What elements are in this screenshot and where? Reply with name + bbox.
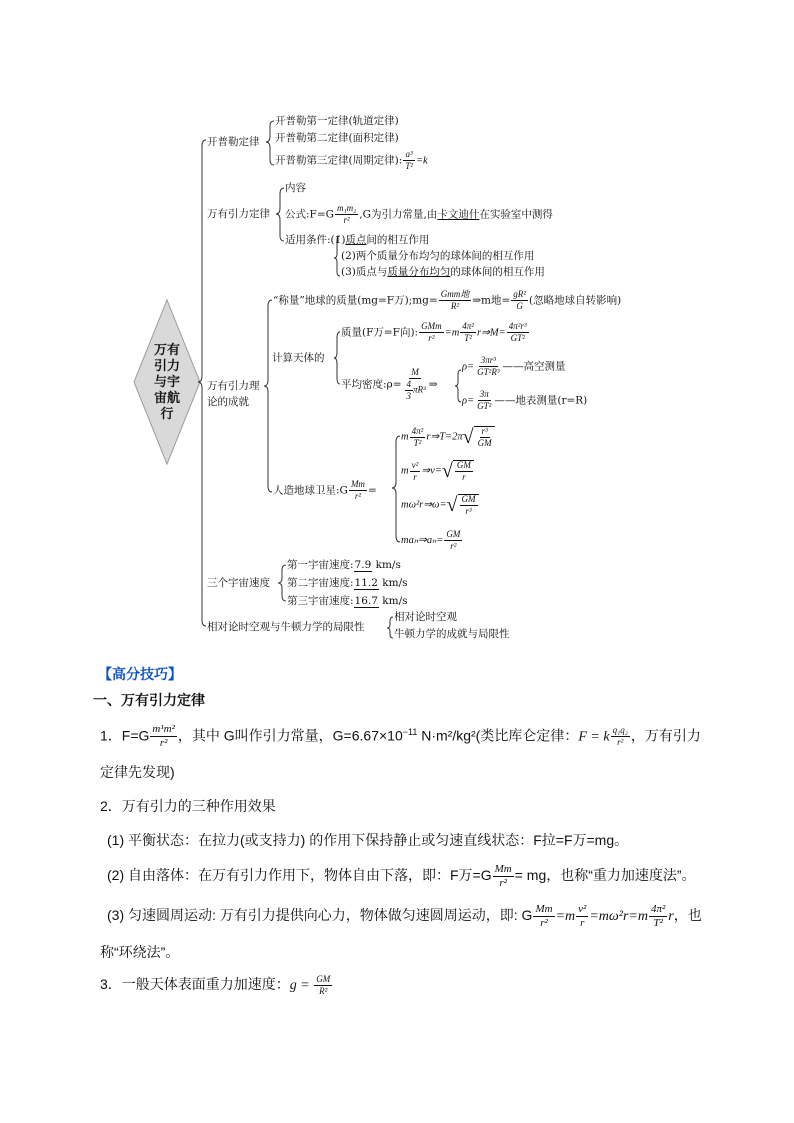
frac-den <box>403 379 428 401</box>
p4-a: (2) 自由落体：在万有引力作用下，物体自由下落，即：F万=G <box>107 867 492 884</box>
sat3-text: mω²r⇒ω= <box>401 499 447 511</box>
frac-num: 3π <box>479 389 489 399</box>
cosmic-unit: km/s <box>382 595 408 607</box>
frac-den: GT² <box>510 333 525 343</box>
cosmic-v3 <box>287 595 408 608</box>
frac-num: a³ <box>405 149 413 159</box>
kepler-law-1: 开普勒第一定律(轨道定律) <box>275 115 399 127</box>
p1-b: ，其中 G叫作引力常量，G=6.67×10 <box>177 727 403 744</box>
sat4-text: maₙ⇒aₙ= <box>401 534 444 546</box>
density-brace <box>455 370 461 402</box>
p5-a: (3) 匀速圆周运动: 万有引力提供向心力，物体做匀速圆周运动，即: G <box>107 907 533 924</box>
root-line: 宙航 <box>153 390 180 405</box>
weigh-prefix: “称量”地球的质量(mg=F万);mg= <box>273 294 438 307</box>
rel-brace <box>387 617 393 638</box>
weigh-end: (忽略地球自转影响) <box>528 294 622 307</box>
sat-omega: mω²r⇒ω= √ $\frac{GM}{\text{r³}}$ <box>401 494 479 516</box>
p6-text: 3．一般天体表面重力加速度： <box>100 976 290 992</box>
mass-formula <box>341 322 530 343</box>
p1-a: 1．F=G <box>100 727 150 744</box>
law-formula <box>285 204 553 225</box>
density-prefix: 平均密度:ρ= <box>341 378 402 391</box>
frac-num: m₁m₂ <box>337 203 357 213</box>
p1-exp: −11 <box>402 727 418 737</box>
cosmic-value: 7.9 <box>354 559 372 571</box>
sat-velocity: m $\frac{\text{v²}}{r}$ ⇒v= √ $\frac{GM}{r}$ <box>401 460 474 482</box>
mass-prefix: 质量(F万=F向): <box>341 326 419 339</box>
law-brace <box>276 188 284 241</box>
relativity-item-2: 牛顿力学的成就与局限性 <box>394 628 510 640</box>
frac-den: r² <box>354 491 362 501</box>
relativity-label: 相对论时空观与牛顿力学的局限性 <box>207 621 365 633</box>
law-formula-end: 在实验室中测得 <box>479 208 553 221</box>
achieve-label-2: 论的成就 <box>207 396 249 408</box>
density-arrow: ⇒ <box>428 378 438 391</box>
kepler-law-2: 开普勒第二定律(面积定律) <box>275 132 399 144</box>
mass-mid: r⇒M= <box>477 327 506 339</box>
frac-den: r² <box>343 215 350 225</box>
frac-den: R² <box>450 301 460 311</box>
cond-prefix: 适用条件:(1) <box>285 234 346 246</box>
density-high <box>462 356 566 377</box>
sat-period: m $\frac{\text{4π²}}{\text{T²}}$ r⇒T=2π √ $\frac{\text{r³}}{GM}$ <box>401 426 495 448</box>
sat-prefix: 人造地球卫星:G <box>273 484 348 497</box>
law-content: 内容 <box>285 182 306 194</box>
law-formula-mid: ,G为引力常量,由 <box>359 208 438 221</box>
frac-num: GMm <box>421 321 442 331</box>
sat-brace <box>392 436 400 542</box>
high-prefix: ρ= <box>462 361 475 373</box>
weigh-earth <box>273 290 621 311</box>
cosmic-prefix: 第三宇宙速度: <box>287 595 354 607</box>
cosmic-label: 三个宇宙速度 <box>207 577 270 589</box>
para-6: 3．一般天体表面重力加速度：g = $\frac{GM}{\text{R²}}$ <box>100 973 331 996</box>
kepler-brace <box>266 121 274 165</box>
sat-eq: = <box>367 484 377 497</box>
relativity-item-1: 相对论时空观 <box>394 611 457 623</box>
para-5-line2: 称“环绕法”。 <box>100 944 180 960</box>
cosmic-unit: km/s <box>382 577 408 589</box>
root-label <box>136 312 198 452</box>
para-4: (2) 自由落体：在万有引力作用下，物体自由下落，即：F万=G $\frac{Mm}{\text{r²}}$ = mg，也称“重力加速度法”。 <box>107 863 696 889</box>
frac-den: T² <box>405 161 413 171</box>
cosmic-prefix: 第一宇宙速度: <box>287 559 354 571</box>
section-tag: 【高分技巧】 <box>98 666 182 682</box>
cond-end: 间的相互作用 <box>366 234 430 246</box>
frac-den: GT² <box>477 401 492 411</box>
density-surface <box>462 390 587 411</box>
kepler-label: 开普勒定律 <box>207 136 260 148</box>
cond-end: 的球体间的相互作用 <box>450 266 545 278</box>
frac-num: Mm <box>350 479 365 489</box>
cosmic-value: 16.7 <box>354 595 378 607</box>
frac-den: 3 <box>406 391 412 401</box>
high-text: ——高空测量 <box>502 360 566 373</box>
law-cavendish: 卡文迪什 <box>437 208 480 221</box>
para-1-line2: 定律先发现) <box>100 764 175 780</box>
weigh-mid: ⇒m地= <box>472 294 511 307</box>
cond-underline: 质点 <box>345 234 367 246</box>
law-cond-1 <box>285 234 429 247</box>
section-heading: 一、万有引力定律 <box>93 692 205 708</box>
achieve-brace <box>264 300 272 492</box>
density-formula <box>341 368 438 401</box>
cosmic-v1 <box>287 559 401 572</box>
law-cond-3 <box>341 266 545 279</box>
cond-underline: 质量分布均匀 <box>387 266 451 278</box>
mass-eq: =m <box>444 327 460 339</box>
calc-brace <box>334 332 340 384</box>
frac-num: gR² <box>513 289 526 299</box>
frac-num: 4 <box>406 379 412 389</box>
sat2-text: ⇒v= <box>421 465 442 477</box>
surf-text: ——地表测量(r=R) <box>494 394 588 407</box>
frac-num: 4π²r³ <box>508 321 527 331</box>
cosmic-prefix: 第二宇宙速度: <box>287 577 354 589</box>
satellite-label <box>273 480 377 501</box>
frac-den: T² <box>464 333 472 343</box>
cosmic-unit: km/s <box>375 559 401 571</box>
para-3: (1) 平衡状态：在拉力(或支持力) 的作用下保持静止或匀速直线状态：F拉=F万=mg。 <box>107 832 629 848</box>
cond-prefix: (3)质点与 <box>341 266 388 278</box>
calc-label: 计算天体的 <box>272 352 325 364</box>
root-line: 与宇 <box>153 374 180 389</box>
cosmic-value: 11.2 <box>354 577 378 589</box>
p1-d: ，万有引力 <box>630 727 701 744</box>
root-line: 万有 <box>153 342 180 357</box>
para-1: 1．F=G $\frac{\text{m¹m²}}{\text{r²}}$ ，其中 G叫作引力常量，$G=6.67\times 10^{-11}$ N·m²/kg²(类比库仑定律：F = k $\frac{\text{q₁q₂}}{\text{r²}}$ ，万有引力 <box>100 723 701 750</box>
cosmic-brace <box>278 565 286 601</box>
kepler-law-3-text: 开普勒第三定律(周期定律): <box>275 154 403 167</box>
law-cond-2: (2)两个质量分布均匀的球体间的相互作用 <box>341 250 535 262</box>
root-line: 引力 <box>153 358 180 373</box>
kepler-law-3 <box>275 150 428 171</box>
cosmic-v2 <box>287 577 408 590</box>
frac-num: M <box>411 367 419 377</box>
p5-b: ，也 <box>673 907 702 924</box>
sat-accel: maₙ⇒aₙ= $\frac{GM}{\text{r²}}$ <box>401 529 461 551</box>
p1-c: N·m²/kg²(类比库仑定律： <box>417 727 579 744</box>
law-formula-prefix: 公式:F=G <box>285 208 335 221</box>
para-5: (3) 匀速圆周运动: 万有引力提供向心力，物体做匀速圆周运动，即: G $\frac{Mm}{\text{r²}}$ =m $\frac{\text{v²}}{r}$ =mω²r=m $\frac{\text{4π²}}{\text{T²}}$ r，也 <box>107 903 702 929</box>
achieve-label-1: 万有引力理 <box>207 380 260 392</box>
frac-num: Gmm地 <box>440 289 470 299</box>
density-den-end: πR³ <box>413 384 426 395</box>
p4-b: = mg，也称“重力加速度法”。 <box>514 867 696 884</box>
para-2: 2．万有引力的三种作用效果 <box>100 798 276 814</box>
surf-prefix: ρ= <box>462 395 475 407</box>
sat1-text: ⇒T=2π <box>430 431 463 443</box>
frac-den: G <box>516 301 523 311</box>
law-label: 万有引力定律 <box>207 208 270 220</box>
frac-den: GT²R³ <box>477 367 500 377</box>
root-line: 行 <box>160 406 174 421</box>
frac-den: r² <box>428 333 435 343</box>
kepler-eq: =k <box>415 155 428 167</box>
frac-num: 4π² <box>462 321 474 331</box>
frac-num: 3πr³ <box>480 355 496 365</box>
